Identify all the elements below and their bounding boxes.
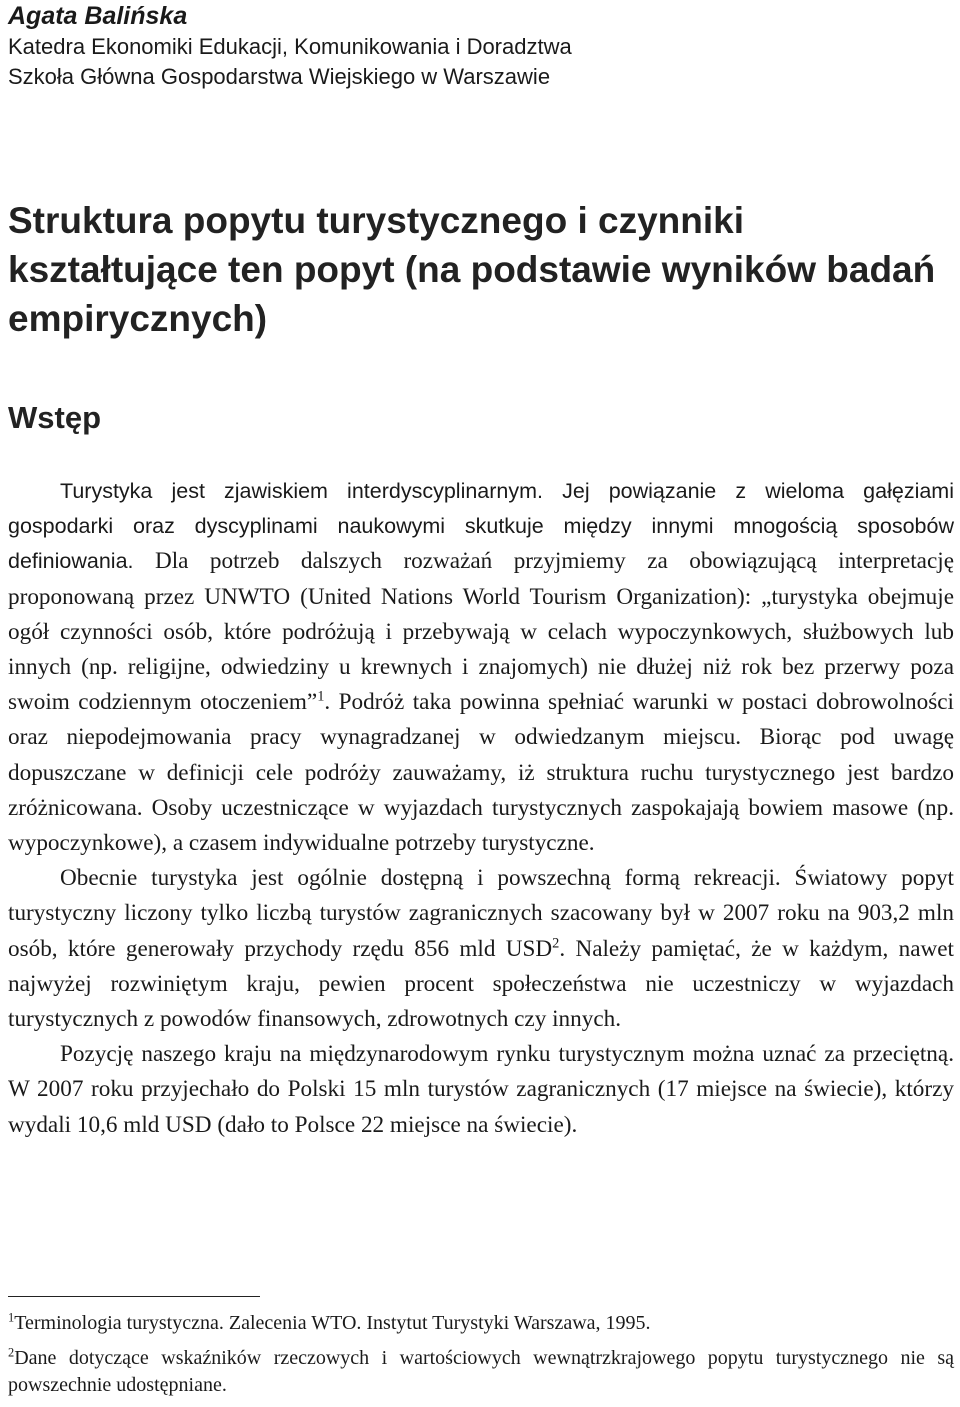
- footnote-ref-2: 2: [552, 934, 560, 951]
- affiliation-university: Szkoła Główna Gospodarstwa Wiejskiego w Warszawie: [8, 64, 551, 89]
- paragraph-2-text-cont: . Należy pamiętać, że w każdym, nawet najwyżej rozwiniętym kraju, pewien procent społeczeństwa nie uczestniczy w wyjazdach turystycznych z powodów finansowych, zdrowotnych czy innych.: [8, 935, 954, 1033]
- paragraph-2: [8, 861, 954, 1037]
- footnote-separator: [8, 1296, 260, 1297]
- article-body: [8, 474, 954, 1143]
- author-name: Agata Balińska: [8, 2, 188, 30]
- footnote-2: [8, 1345, 954, 1399]
- footnote-1-mark: 1: [8, 1310, 15, 1325]
- section-heading: Wstęp: [8, 400, 101, 435]
- paragraph-1: [8, 474, 954, 861]
- author-block: [8, 0, 572, 92]
- footnote-2-mark: 2: [8, 1345, 15, 1360]
- footnote-1-text: Terminologia turystyczna. Zalecenia WTO. Instytut Turystyki Warszawa, 1995.: [14, 1312, 651, 1334]
- paragraph-2-text: Obecnie turystyka jest ogólnie dostępną i powszechną formą rekreacji. Światowy popyt turystyczny liczony tylko liczbą turystów zagranicznych szacowany był w 2007 roku na 903,2 mln osób, które generowały przychody rzędu 856 mld USD: [8, 865, 954, 962]
- paragraph-3: Pozycję naszego kraju na międzynarodowym rynku turystycznym można uznać za przeciętną. W 2007 roku przyjechało do Polski 15 mln turystów zagranicznych (17 miejsce na świecie), którzy wydali 10,6 mld USD (dało to Polsce 22 miejsce na świecie).: [8, 1041, 954, 1138]
- paragraph-1-intro: Turystyka jest zjawiskiem interdyscyplinarnym. Jej powiązanie z wieloma gałęziami gospodarki oraz dyscyplinami naukowymi skutkuje między innymi mnogością sposobów definiowania.: [8, 479, 954, 574]
- affiliation-department: Katedra Ekonomiki Edukacji, Komunikowania i Doradztwa: [8, 34, 572, 59]
- footnote-1: [8, 1310, 954, 1337]
- footnotes: [8, 1310, 954, 1407]
- paragraph-1-text-cont: . Podróż taka powinna spełniać warunki w postaci dobrowolności oraz niepodejmowania pracy wynagradzanej w odwiedzanym miejscu. Biorąc pod uwagę dopuszczane w definicji cele podróży zauważamy, iż struktura ruchu turystycznego jest bardzo zróżnicowana. Osoby uczestniczące w wyjazdach turystycznych zaspokajają bowiem masowe (np. wypoczynkowe), a czasem indywidualne potrzeby turystyczne.: [8, 689, 954, 857]
- article-title: Struktura popytu turystycznego i czynniki kształtujące ten popyt (na podstawie wyników badań empirycznych): [8, 200, 936, 339]
- footnote-ref-1: 1: [317, 688, 325, 705]
- footnote-2-text: Dane dotyczące wskaźników rzeczowych i wartościowych wewnątrzkrajowego popytu turystycznego nie są powszechnie udostępniane.: [8, 1347, 954, 1396]
- paragraph-1-text: Dla potrzeb dalszych rozważań przyjmiemy za obowiązującą interpretację proponowaną przez UNWTO (United Nations World Tourism Organization): „turystyka obejmuje ogół czynności osób, które podróżują i przebywają w celach wypoczynkowych, służbowych lub innych (np. religijne, odwiedziny u krewnych i znajomych) nie dłużej niż rok bez przerwy poza swoim codziennym otoczeniem”: [8, 548, 954, 716]
